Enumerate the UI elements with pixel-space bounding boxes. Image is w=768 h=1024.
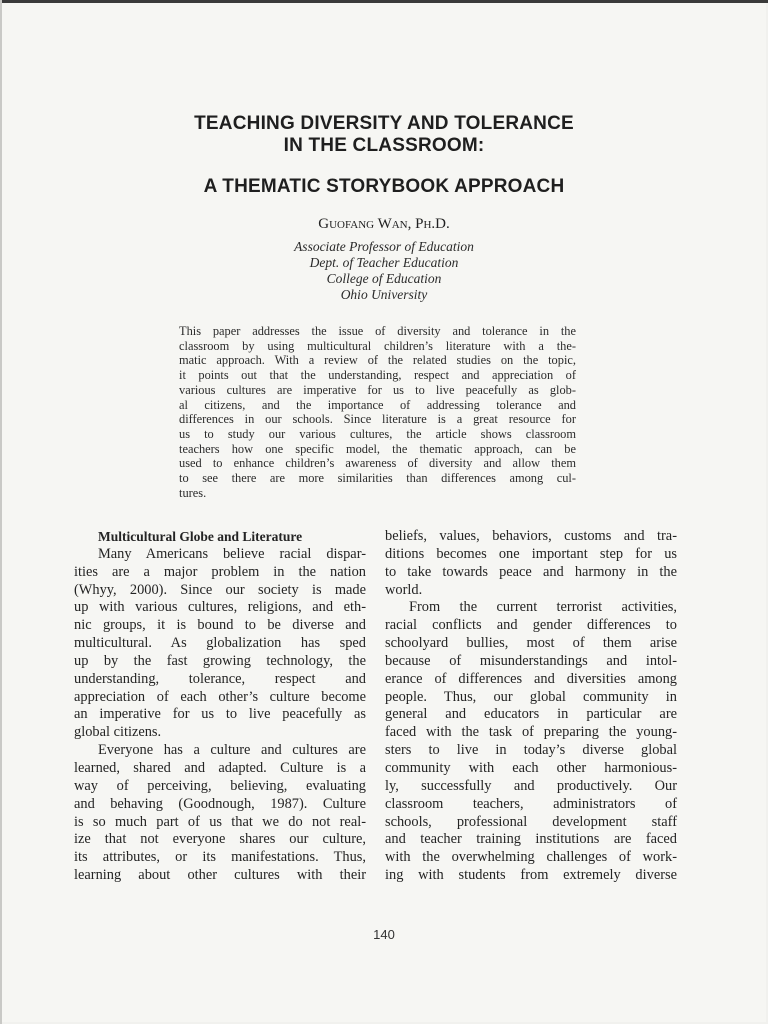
body-line: schools, professional development staff [385,813,677,830]
body-line: ing with students from extremely diverse [385,867,677,884]
body-line: to take towards peace and harmony in the [385,563,677,580]
body-line: (Whyy, 2000). Since our society is made [74,581,366,598]
body-line: sters to live in today’s diverse global [385,742,677,759]
affiliation-line: Dept. of Teacher Education [309,255,459,270]
abstract [179,324,576,500]
abstract-line: it points out that the understanding, respect and appreciation of [179,368,576,383]
body-line: erance of differences and diversities among [385,670,677,687]
body-line: learned, shared and adapted. Culture is a [74,759,366,776]
author-name: Guofang Wan, Ph.D. [318,216,450,232]
body-line: From the current terrorist activities, [409,599,677,616]
page-number: 140 [373,927,395,942]
left-column [74,528,366,885]
scan-top-edge [0,0,768,3]
abstract-line: matic approach. With a review of the related studies on the topic, [179,353,576,368]
abstract-line: classroom by using multicultural children’s literature with a the- [179,338,576,353]
abstract-line: us to study our various cultures, the article shows classroom [179,426,576,441]
body-line: ities are a major problem in the nation [74,563,366,580]
body-line: community with each other harmonious- [385,759,677,776]
title-line-1: TEACHING DIVERSITY AND TOLERANCE [194,113,574,134]
abstract-line: al citizens, and the importance of addressing tolerance and [179,397,576,412]
abstract-line: used to enhance children’s awareness of diversity and allow them [179,456,576,471]
body-line: is so much part of us that we do not real- [74,813,366,830]
body-line: schoolyard bullies, most of them arise [385,635,677,652]
abstract-line: various cultures are imperative for us to live peacefully as glob- [179,382,576,397]
abstract-line: This paper addresses the issue of diversity and tolerance in the [179,324,576,338]
title-line-2: IN THE CLASSROOM: [283,135,485,156]
body-line: classroom teachers, administrators of [385,795,677,812]
affiliation-line: Ohio University [340,287,428,302]
body-line: appreciation of each other’s culture become [74,688,366,705]
body-line: with the overwhelming challenges of work- [385,849,677,866]
body-line: world. [385,581,423,598]
body-line: learning about other cultures with their [74,867,366,884]
abstract-line: differences in our schools. Since literature is a great resource for [179,412,576,427]
affiliation-line: Associate Professor of Education [294,239,474,254]
body-line: and behaving (Goodnough, 1987). Culture [74,795,366,812]
body-line: way of perceiving, believing, evaluating [74,777,366,794]
section-heading: Multicultural Globe and Literature [98,529,303,544]
body-line: up with various cultures, religions, and eth- [74,599,366,616]
body-line: understanding, tolerance, respect and [74,670,366,687]
body-line: general and educators in particular are [385,706,677,723]
body-line: nic groups, it is bound to be diverse and [74,617,366,634]
right-column [385,528,677,885]
body-line: Many Americans believe racial dispar- [98,545,366,562]
body-line: ize that not everyone shares our culture, [74,831,366,848]
body-line: ditions becomes one important step for us [385,545,677,562]
body-line: multicultural. As globalization has sped [74,635,366,652]
body-line: racial conflicts and gender differences to [385,617,677,634]
abstract-line: teachers how one specific model, the thematic approach, can be [179,441,576,456]
abstract-line: to see there are more similarities than differences among cul- [179,471,576,486]
body-line: ly, successfully and productively. Our [385,777,677,794]
body-line: its attributes, or its manifestations. Thus, [74,849,366,866]
body-line: people. Thus, our global community in [385,688,677,705]
abstract-line: tures. [179,485,207,500]
subtitle: A THEMATIC STORYBOOK APPROACH [203,176,565,197]
body-line: an imperative for us to live peacefully as [74,706,366,723]
body-line: because of misunderstandings and intol- [385,652,677,669]
body-line: beliefs, values, behaviors, customs and tra- [385,528,677,544]
body-line: and teacher training institutions are faced [385,831,677,848]
body-line: Everyone has a culture and cultures are [98,742,366,759]
body-line: faced with the task of preparing the young- [385,724,677,741]
body-line: up by the fast growing technology, the [74,652,366,669]
affiliation-line: College of Education [326,271,442,286]
body-line: global citizens. [74,724,162,741]
